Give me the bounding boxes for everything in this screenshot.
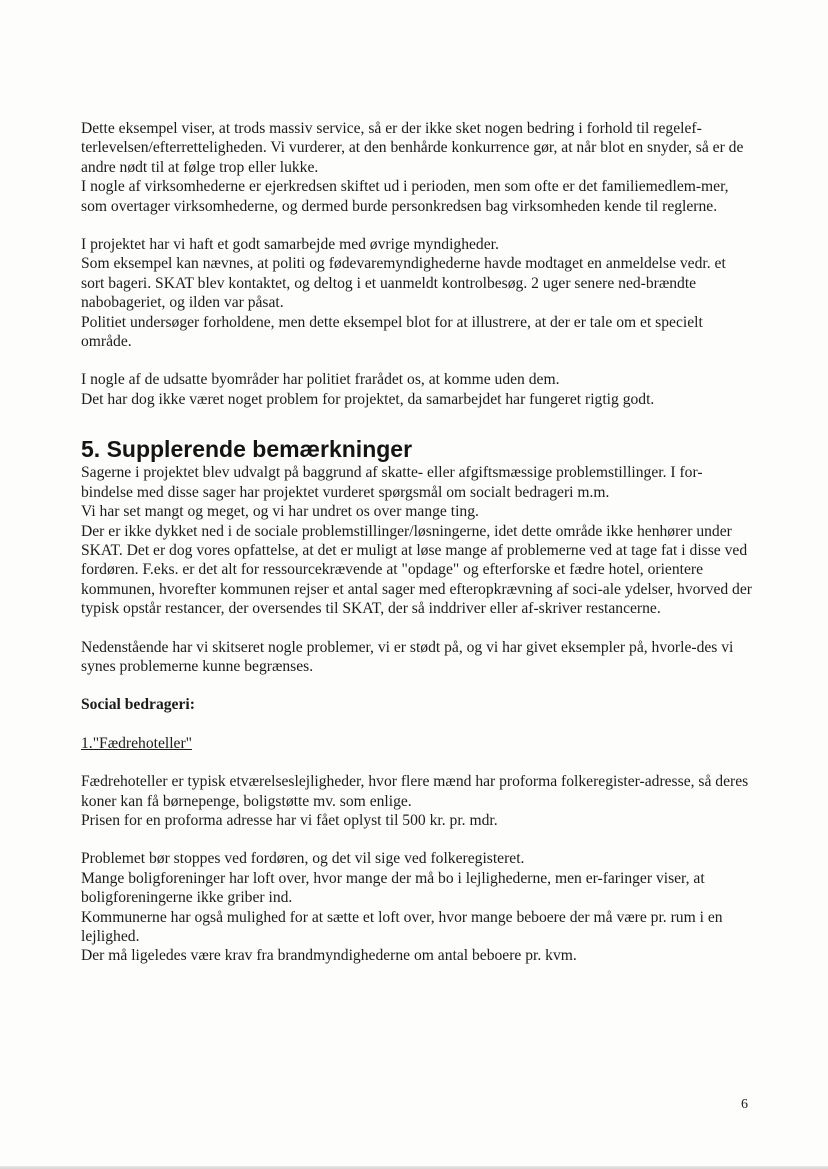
page-number: 6 xyxy=(741,1097,748,1112)
subheading: Social bedrageri: xyxy=(81,696,195,714)
paragraph: Der er ikke dykket ned i de sociale problemstillinger/løsningerne, idet dette område ikke henhører under SKAT. Det er dog vores opfattelse, at det er muligt at løse mange af problemerne ved at tage fat i disse ved fordøren. F.eks. er det alt for ressourcekrævende at "opdage" og efterforske et fædre hotel, orientere kommunen, hvorefter kommunen rejser et antal sager med efteropkrævning af soci-ale ydelser, hvorved der typisk opstår restancer, der oversendes til SKAT, der så inddriver eller af-skriver restancerne. xyxy=(81,522,752,618)
paragraph: I nogle af virksomhederne er ejerkredsen skiftet ud i perioden, men som ofte er det familiemedlem-mer, som overtager virksomhederne, og dermed burde personkredsen bag virksomheden kende til reglerne. xyxy=(81,178,729,215)
paragraph: I nogle af de udsatte byområder har politiet frarådet os, at komme uden dem. xyxy=(81,371,560,389)
paragraph: Problemet bør stoppes ved fordøren, og det vil sige ved folkeregisteret. xyxy=(81,850,525,868)
paragraph: Dette eksempel viser, at trods massiv service, så er der ikke sket nogen bedring i forhold til regelef-terlevelsen/efterretteligheden. Vi vurderer, at den benhårde konkurrence gør, at når blot en snyder, så er de andre nødt til at følge trop eller lukke. xyxy=(81,120,744,176)
paragraph: Vi har set mangt og meget, og vi har undret os over mange ting. xyxy=(81,503,479,521)
paragraph: Der må ligeledes være krav fra brandmyndighederne om antal beboere pr. kvm. xyxy=(81,947,577,965)
paragraph: I projektet har vi haft et godt samarbejde med øvrige myndigheder. xyxy=(81,236,499,254)
paragraph: Det har dog ikke været noget problem for projektet, da samarbejdet har fungeret rigtig godt. xyxy=(81,390,655,408)
paragraph: Mange boligforeninger har loft over, hvor mange der må bo i lejlighederne, men er-faringer viser, at boligforeningerne ikke griber ind. xyxy=(81,869,705,907)
paragraph: Kommunerne har også mulighed for at sætte et loft over, hvor mange beboere der må være pr. rum i en lejlighed. xyxy=(81,908,723,945)
paragraph: Sagerne i projektet blev udvalgt på baggrund af skatte- eller afgiftsmæssige problemstillinger. I for-bindelse med disse sager har projektet vurderet spørgsmål om socialt bedrageri m.m. xyxy=(81,464,703,501)
page-content xyxy=(81,119,753,966)
paragraph: Nedenstående har vi skitseret nogle problemer, vi er stødt på, og vi har givet eksempler på, hvorle-des vi synes problemerne kunne begrænses. xyxy=(81,638,734,675)
section-heading: 5. Supplerende bemærkninger xyxy=(81,436,413,463)
paragraph: Prisen for en proforma adresse har vi fået oplyst til 500 kr. pr. mdr. xyxy=(81,811,498,829)
item-title: 1."Fædrehoteller" xyxy=(81,734,193,752)
paragraph: Som eksempel kan nævnes, at politi og fødevaremyndighederne havde modtaget en anmeldelse vedr. et sort bageri. SKAT blev kontaktet, og deltog i et uanmeldt kontrolbesøg. 2 uger senere ned-brændte nabobageriet, og ilden var påsat. xyxy=(81,255,726,312)
paragraph: Politiet undersøger forholdene, men dette eksempel blot for at illustrere, at der er tale om et specielt område. xyxy=(81,313,703,351)
paragraph: Fædrehoteller er typisk etværelseslejligheder, hvor flere mænd har proforma folkeregister-adresse, så deres koner kan få børnepenge, boligstøtte mv. som enlige. xyxy=(81,773,749,810)
